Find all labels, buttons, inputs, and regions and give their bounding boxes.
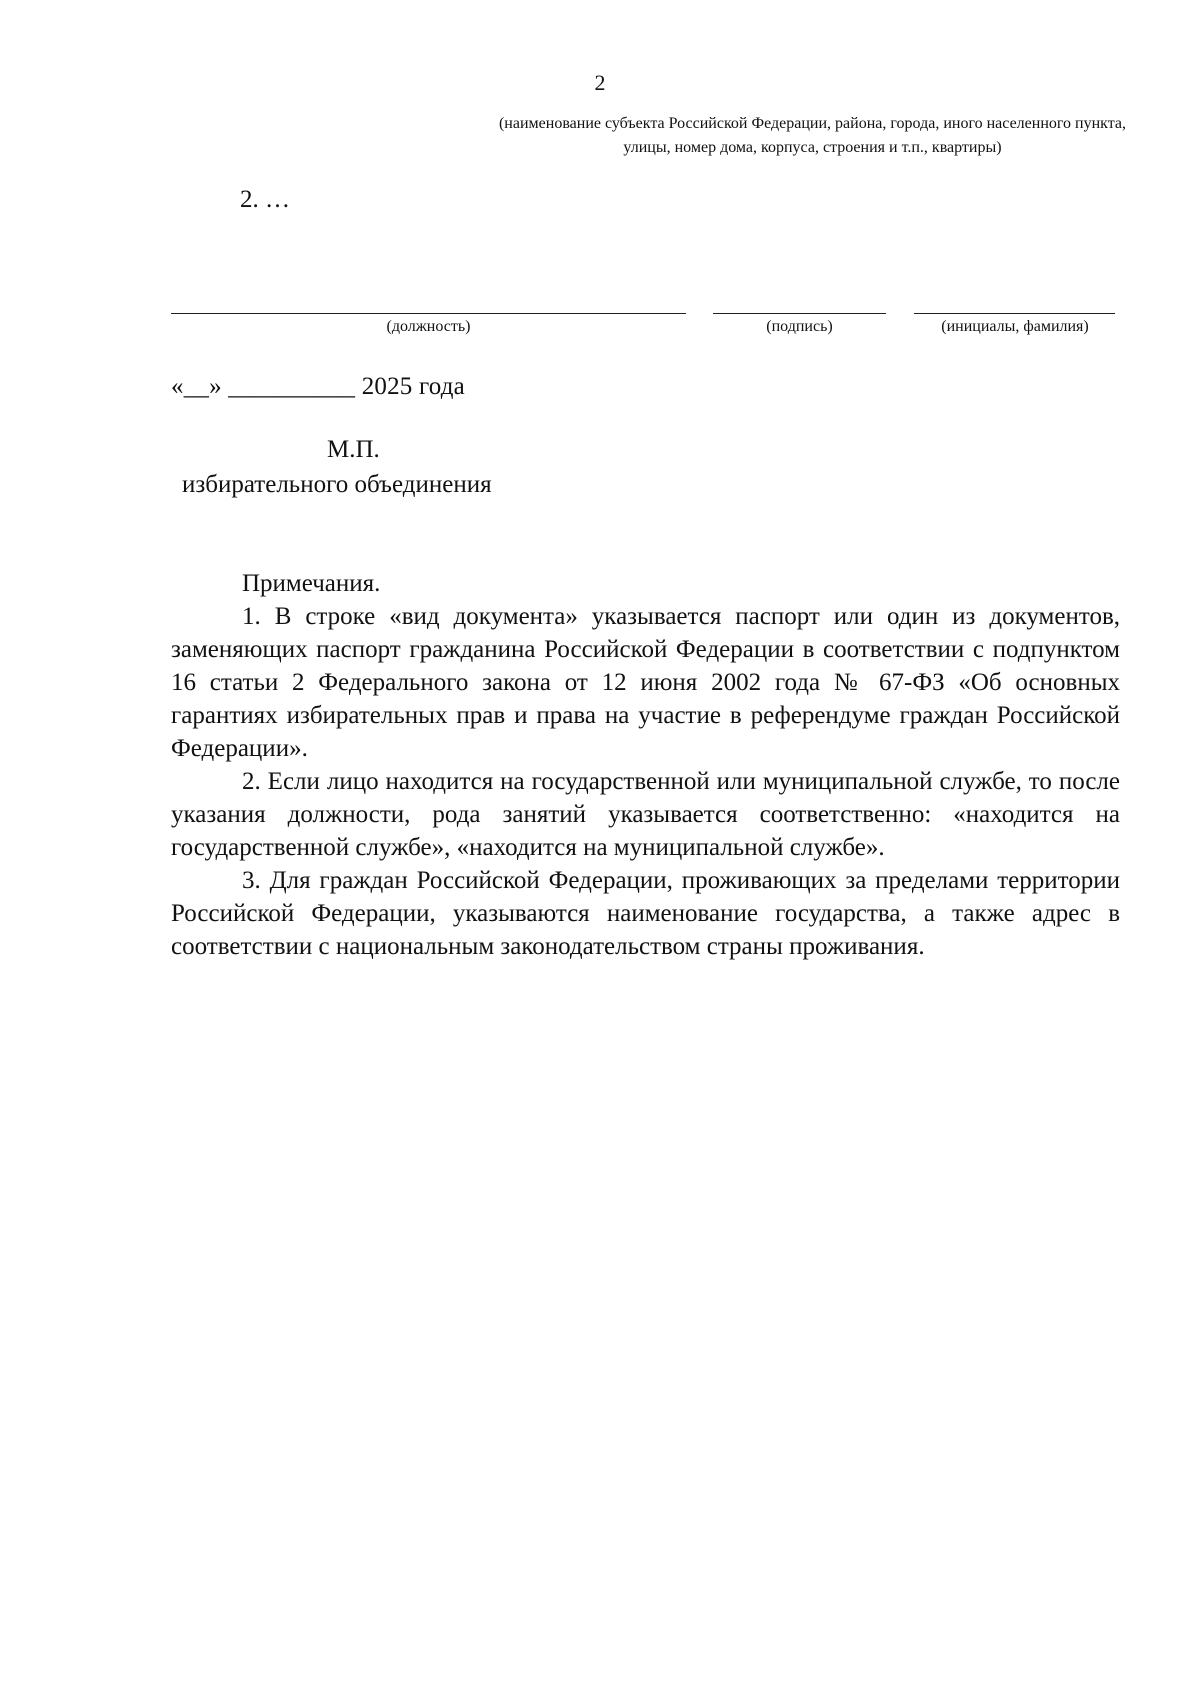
date-line: «__» __________ 2025 года [171, 373, 465, 400]
notes-title: Примечания. [242, 570, 381, 597]
stamp-org: избирательного объединения [182, 471, 492, 498]
signature-line [713, 313, 886, 314]
item-two: 2. … [240, 186, 290, 213]
position-line [171, 313, 686, 314]
note-item-2: 2. Если лицо находится на государственной или муниципальной службе, то после указания должности, рода занятий указывается соответственно: «находится на государственной службе», «находится на муниципальной службе». [171, 768, 1120, 861]
address-caption: (наименование субъекта Российской Федерации, района, города, иного населенного пункта, улицы, номер дома, корпуса, строения и т.п., квартиры) [498, 115, 1127, 156]
note-item-1: 1. В строке «вид документа» указывается паспорт или один из документов, заменяющих паспорт гражданина Российской Федерации в соответствии с подпунктом 16 статьи 2 Федерального закона от 12 июня 2002 года № 67-ФЗ «Об основных гарантиях избирательных прав и права на участие в референдуме граждан Российской Федерации». [171, 603, 1120, 762]
stamp-mp: М.П. [327, 436, 380, 463]
name-line [914, 313, 1115, 314]
signature-caption: (подпись) [766, 318, 833, 335]
position-caption: (должность) [386, 318, 471, 335]
notes-section [171, 567, 1120, 963]
note-item-3: 3. Для граждан Российской Федерации, проживающих за пределами территории Российской Федерации, указываются наименование государства, а также адрес в соответствии с национальным законодательством страны проживания. [171, 867, 1120, 960]
page-number: 2 [594, 70, 606, 95]
name-caption: (инициалы, фамилия) [941, 318, 1089, 335]
